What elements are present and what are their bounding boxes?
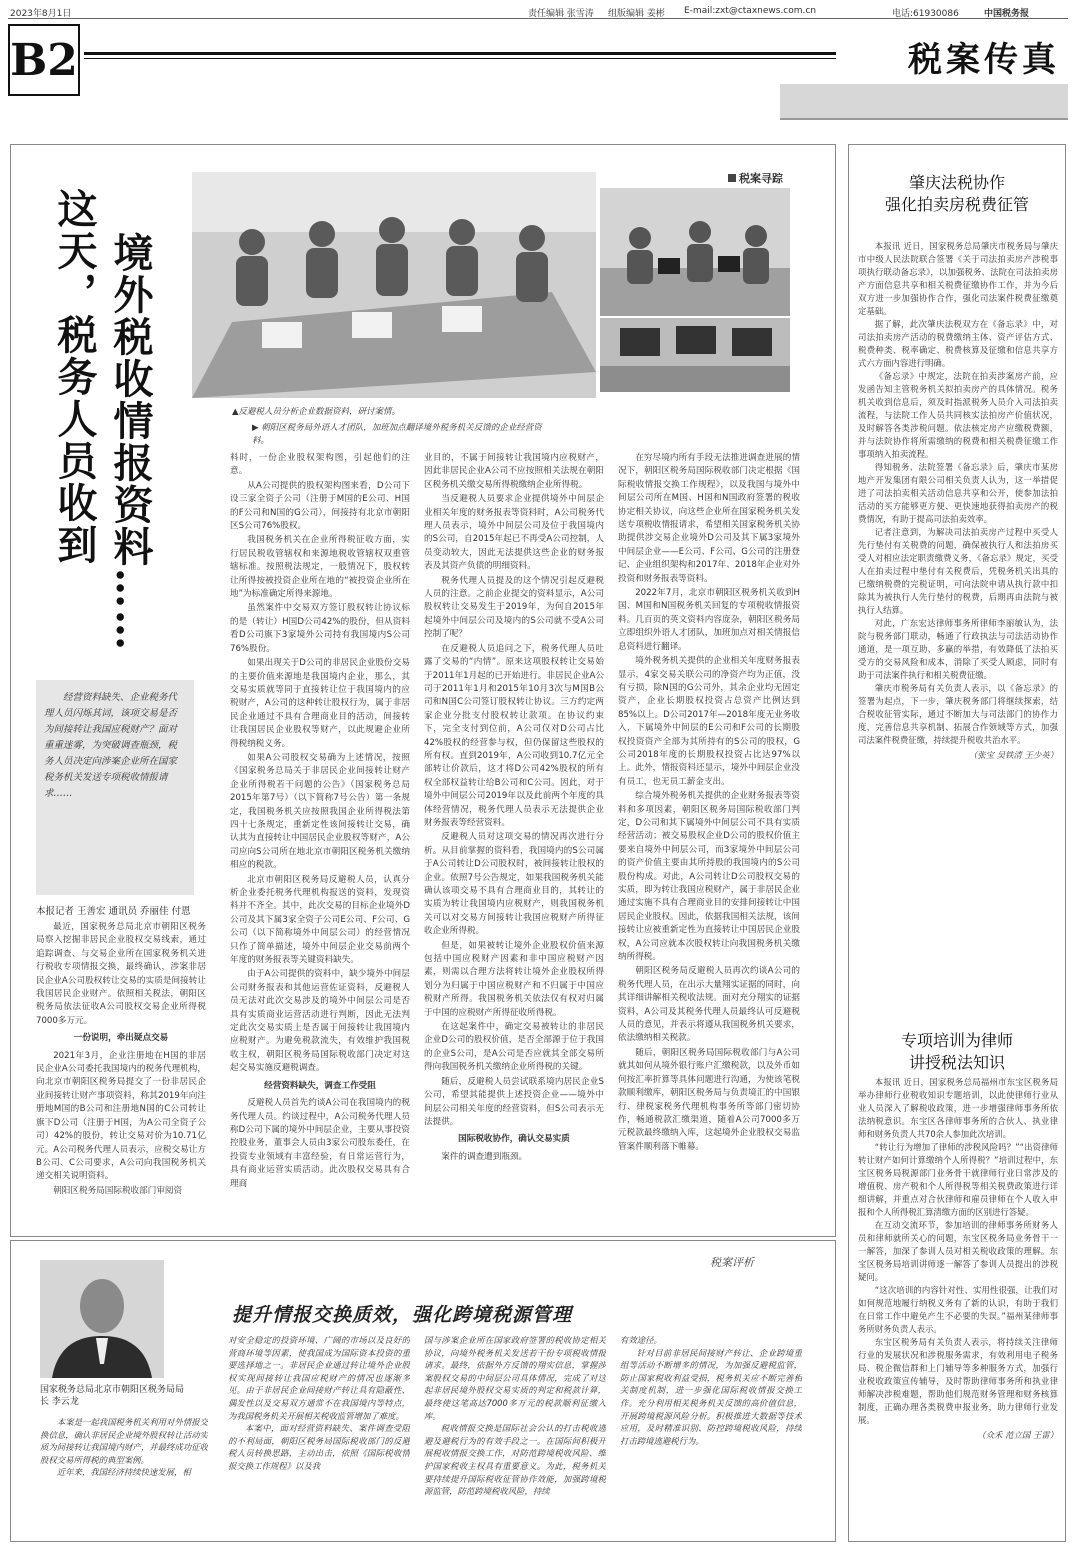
header-rule-thick (84, 52, 836, 55)
header-editor: 责任编辑 张雪涛 (528, 9, 594, 19)
paragraph: 对安全稳定的投资环境、广阔的市场以及良好的营商环境等因素，使我国成为国际资本投资的重要选择地之一。非居民企业通过转让境外企业股权实现间接转让我国应税财产的情况也逐渐多见。由于非居民企业间接财产转让具有隐蔽性、偶发性以及交易双方通常不在我国境内等特点，为我国税务机关开展相关税收监管增加了难度。 (228, 1335, 410, 1421)
paragraph: 由于A公司提供的资料中，缺少境外中间层公司财务报表和其他运营佐证资料，反避税人员无法对此次交易涉及的境外中间层公司是否具有实质商业运营活动进行判断，因此无法判定此次交易实质上是否属于间接转让我国境内应税财产。为避免税款流失，有效维护我国税收主权，朝阳区税务局国际税收部门决定对这起交易实施反避税调查。 (230, 969, 410, 1074)
header-rule (8, 18, 1068, 19)
paragraph: 本报讯 近日，国家税务总局肇庆市税务局与肇庆市中级人民法院联合签署《关于司法拍卖房产涉税事项执行联动备忘录》，以加强税务、法院在司法拍卖房产方面信息共享和相关税费征缴协作工作，并为今后双方进一步加强协作合作，强化司法案件税费征缴奠定基础。 (858, 241, 1058, 316)
paragraph: 记者注意到，为解决司法拍卖房产过程中买受人先行垫付有关税费的问题，确保被执行人和法拍房买受人对相应法定职责缴费义务，《备忘录》规定，买受人在拍卖过程中垫付有关税费后，凭税务机关出具的已缴纳税费的完税证明，可向法院申请从执行款中扣除其为被执行人先行垫付的税费，后期再由法院与被执行人结算。 (858, 527, 1058, 615)
byline: （众禾 范立国 王雷） (977, 1430, 1058, 1440)
header-paper: 中国税务报 (984, 9, 1030, 19)
article-column-1 (36, 921, 206, 1234)
paragraph: 反避税人员首先约谈A公司在我国境内的税务代理人员。约谈过程中，A公司税务代理人员称D公司下属的境外中间层企业，主要从事投资控股业务，董事会人员由3家公司股东委任，在投资专业领域有丰富经验，有日常运营行为，具有商业运营实质活动。此次股权交易具有合理商 (230, 1098, 410, 1189)
sidebar-article-2-title: 专项培训为律师 讲授税法知识 (900, 1031, 1013, 1072)
sidebar-article-2-body (858, 1076, 1058, 1536)
photo-translation-team (600, 188, 790, 316)
header-date: 2023年8月1日 (10, 9, 72, 19)
paragraph: 本案是一起我国税务机关利用对外情报交换信息，确认非居民企业境外股权转让活动实质为间接转让我国境内财产，并最终成功征收股权交易所得税的典型案例。 (40, 1417, 208, 1465)
sidebar-article-1-title: 肇庆法税协作 强化拍卖房税费征管 (884, 173, 1029, 214)
photo-caption-1: ▲反避税人员分析企业数据资料，研讨案情。 (232, 407, 401, 417)
paragraph: 在互动交流环节，参加培训的律师事务所财务人员和律师就所关心的问题，东宝区税务局业务骨干一一解答，加深了参训人员对相关税收政策的理解。东宝区税务局培训讲师逐一解答了参训人员提出的涉税疑问。 (858, 1220, 1058, 1282)
commentary-column-3 (424, 1334, 606, 1534)
paragraph: 我国税务机关在企业所得税征收方面，实行居民税收管辖权和来源地税收管辖权双重管辖标准。按照税法规定，一般情况下，股权转让所得按被投资企业所在地的“被投资企业所在地”为标准确定所得来源地。 (230, 535, 410, 600)
paragraph: 对此，广东宏达律师事务所律师李丽敏认为，法院与税务部门联动，畅通了行政执法与司法活动协作通道，是一项互助、多赢的举措，有效降低了法拍买受方的交易风险和成本，消除了买受人顾虑，同时有助于司法案件执行和相关税费征缴。 (858, 618, 1058, 680)
paragraph: 但是，如果被转让境外企业股权价值来源包括中国应税财产因素和非中国应税财产因素，则需以合理方法将转让境外企业股权所得划分为归属于中国应税财产和不归属于中国应税财产所得。我国税务机关依法仅有权对归属于中国的应税财产所得征收所得税。 (424, 940, 604, 1018)
commentary-tag: 税案评析 (710, 1256, 754, 1269)
author-portrait-graphic (40, 1260, 164, 1378)
commentary-column-1 (40, 1416, 208, 1534)
header-email: E-mail:zxt@ctaxnews.com.cn (684, 6, 817, 16)
paragraph: 朝阳区税务局反避税人员再次约谈A公司的税务代理人员，在出示大量翔实证据的同时，向其详细讲解相关税收法规。面对充分翔实的证据资料，A公司及其税务代理人员最终认可反避税人员的意见，并表示将遵从我国税务机关要求，依法缴纳相关税款。 (618, 966, 800, 1044)
tag-square-icon (728, 174, 736, 182)
paragraph: 税务代理人员提及的这个情况引起反避税人员的注意。之前企业提交的资料显示，A公司股权转让交易发生于2019年，为何自2015年起境外中间层公司及境内的S公司就不受A公司控制了呢？ (424, 575, 604, 640)
paragraph: “转让行为增加了律师的涉税风险吗？”“出资律师转让财产如何计算缴纳个人所得税？”培训过程中，东宝区税务局税源部门业务骨干就律师行业日常涉及的增值税、房产税和个人所得税等相关税费政策进行详细讲解，并重点对合伙律师和雇员律师在个人收入申报和个人所得税汇算清缴方面的区别进行答疑。 (858, 1142, 1058, 1217)
author-portrait (40, 1260, 164, 1378)
paragraph: 如果A公司股权交易确为上述情况，按照《国家税务总局关于非居民企业间接转让财产企业所得税若干问题的公告》（国家税务总局2015年第7号）（以下简称7号公告）第一条规定，我国税务机关应按照我国企业所得税法第四十七条规定，重新定性该间接转让交易，确认其为直接转让中国居民企业股权等财产，A公司应向S公司所在地北京市朝阳区税务机关缴纳相应的税款。 (230, 752, 410, 871)
header-phone: 电话:61930086 (892, 9, 959, 19)
paragraph: 在穷尽境内所有手段无法推进调查进展的情况下，朝阳区税务局国际税收部门决定根据《国际税收情报交换工作规程》，以及我国与境外中间层公司所在M国、H国和N国政府签署的税收协定相关协议，向这些企业所在国家税务机关发送专项税收情报请求，希望相关国家税务机关协助提供涉交易企业境外D公司及其下属3家境外中间层企业——E公司、F公司、G公司的注册登记、企业组织架构和2017年、2018年企业对外投资和财务报表等资料。 (618, 453, 800, 584)
paragraph: 《备忘录》中规定，法院在拍卖涉案房产前，应发函告知主管税务机关拟拍卖房产的具体情况。税务机关收到信息后，须及时指派税务人员介入司法拍卖流程，与法院工作人员共同核实法拍房产价值状况，及时解答各类涉税问题。依法核定房产应缴税费额，并与法院协作将所需缴纳的税费和相关税费征缴工作事项纳入拍卖流程。 (858, 371, 1058, 459)
paragraph: 随后，反避税人员尝试联系境内居民企业S公司，希望其能提供上述投资企业——境外中间层公司相关年度的经营资料，但S公司表示无法提供。 (424, 1076, 604, 1127)
subheading: 经营资料缺失，调查工作受阻 (264, 1080, 376, 1091)
paragraph: 从A公司提供的股权架构图来看，D公司下设三家全资子公司（注册于M国的E公司、H国的F公司和N国的G公司），间接持有北京市朝阳区S公司76%股权。 (230, 480, 410, 532)
paragraph: 虽然案件中交易双方签订股权转让协议标的是（转让）H国D公司42%的股份，但从资料看D公司旗下3家境外公司持有我国境内S公司76%股份。 (230, 603, 410, 654)
paragraph: 朝阳区税务局国际税收部门审阅资 (53, 1185, 183, 1196)
paragraph: 据了解，此次肇庆法税双方在《备忘录》中，对司法拍卖房产活动的税费缴纳主体、资产评估方式、税费种类、税率确定、税费核算及征缴和信息共享方式六方面内容进行明确。 (858, 319, 1058, 368)
section-banner (780, 84, 1068, 120)
paragraph: 近年来，我国经济持续快速发展，相 (56, 1467, 191, 1478)
headline-kicker: 这天，税务人员收到 (51, 188, 98, 566)
header-rule-thin (84, 58, 836, 59)
paragraph: 业目的，不属于间接转让我国境内应税财产，因此非居民企业A公司不应按照相关法规在朝阳区税务机关缴交易所得税缴纳企业所得税。 (424, 453, 604, 490)
headline-main: 境外税收情报资料…… (107, 232, 154, 652)
paragraph: 针对目前非居民间接财产转让、企业跨境重组等活动不断增多的情况，为加强反避税监管，防止国家税收利益受损，税务机关应不断完善相关制度机制，进一步强化国际税收情报交换工作。充分利用相关税务机关反馈的高价值信息，开展跨境税源风险分析。积极推进大数据等技术应用，及时精准识别、防控跨境税收风险，持续打击跨境逃避税行为。 (620, 1347, 802, 1446)
article-column-3 (424, 452, 604, 1234)
commentary-column-2 (228, 1334, 410, 1534)
paragraph: 本案中，面对经营资料缺失、案件调查受阻的不利局面，朝阳区税务局国际税收部门的反避税人员转换思路，主动出击，依照《国际税收情报交换工作规程》以及我 (228, 1423, 410, 1471)
article-tag: 税案寻踪 (728, 170, 783, 186)
sidebar-article-1-body (858, 240, 1058, 1020)
article-column-4 (618, 452, 800, 1234)
paragraph: 本报讯 近日，国家税务总局福州市东宝区税务局举办律师行业税收知识专题培训，以此使律师行业从业人员深入了解税收政策，进一步增强律师事务所依法纳税意识。东宝区各律师事务所的合伙人、执业律师和财务负责人共70余人参加此次培训。 (858, 1077, 1058, 1139)
article-column-2 (230, 452, 410, 1234)
page-number: B2 (8, 24, 80, 96)
photo-translation-team-graphic (600, 188, 790, 316)
byline: 本报记者 王善宏 通讯员 乔丽佳 付恩 (36, 906, 191, 917)
paragraph: 案件的调查遭到瓶颈。 (441, 1151, 528, 1162)
photo-monitors (600, 318, 790, 392)
paragraph: 境外税务机关提供的企业相关年度财务报表显示，4家交易关联公司的净资产均为正值，没有亏损，除N国的G公司外，其余企业均无固定资产，企业长期股权投资占总资产比例达到85%以上。D公司2017年—2018年度无业务收入，下属境外中间层的E公司和F公司的长期股权投资资产全部为其所持有的S公司的股权，G公司2018年度的长期股权投资占比达97%以上。此外，情报资料还显示，境外中间层企业没有员工，也无员工薪金支出。 (618, 656, 800, 787)
paragraph: 最近，国家税务总局北京市朝阳区税务局察入挖掘非居民企业股权交易线索，通过追踪调查、与交易企业所在国家税务机关进行税收专项情报交换，最终确认，涉案非居民企业A公司股权转让交易的实质是间接转让我国居民企业财产。依照相关税法，朝阳区税务局依法征收A公司股权交易企业所得税7000多万元。 (36, 922, 206, 1026)
section-title: 税案传真 (908, 40, 1060, 80)
paragraph: 东宝区税务局有关负责人表示，将持续关注律师行业的发展状况和涉税服务需求，有效利用电子税务局、税企微信群和上门辅导等多种服务方式，加强行业税收政策宣传辅导，及时帮助律师事务所和执业律师解决涉税难题，帮助他们规范财务管理和财务核算制度，正确办理各类税费申报业务，助力律师行业发展。 (858, 1337, 1058, 1425)
photo-monitors-graphic (600, 318, 790, 392)
paragraph: 综合境外税务机关提供的企业财务报表等资料和多项因素，朝阳区税务局国际税收部门判定，D公司和其下属境外中间层公司不具有实质经营活动；被交易股权企业D公司的股权价值主要来自境外中间层公司，而3家境外中间层公司的资产价值主要由其所持股的我国境内的S公司股份构成。对此，A公司转让D公司股权交易的实质，即为转让我国应税财产，属于非居民企业通过实施不具有合理商业目的安排间接转让中国居民企业股权。因此，依据我国相关法规，该间接转让应被重新定性为直接转让中国居民企业股权，A公司应就本次股权转让向我国税务机关缴纳所得税。 (618, 791, 800, 963)
paragraph: 随后，朝阳区税务局国际税收部门与A公司就其如何从境外银行账户汇缴税款，以及外币如何按汇率折算等具体问题进行沟通，为使该笔税款顺利缴库，朝阳区税务局与负责境汇的中国银行、律税家税务代理机构事务所等部门密切协作，畅通税款汇缴渠道，随着A公司7000多万元税款最终缴纳入库，这起境外企业股权交易监管案件顺利落下帷幕。 (618, 1047, 800, 1152)
paragraph: “这次培训的内容针对性、实用性很强，让我们对如何规范地履行纳税义务有了新的认识，有助于我们在日常工作中避免产生不必要的失误。”福州某律师事务所财务负责人表示。 (858, 1285, 1058, 1334)
paragraph: 得知税务、法院签署《备忘录》后，肇庆市某房地产开发集团有限公司相关负责人认为，这一举措促进了司法拍卖相关活动信息共享和公开，使参加法拍活动的买方能够更方便、更快速地获得拍卖房产的税费情况，有助于提高司法拍卖效率。 (858, 462, 1058, 524)
commentary-column-4 (620, 1334, 802, 1534)
paragraph: 北京市朝阳区税务局反避税人员，认真分析企业委托税务代理机构报送的资料，发现资料并不齐全。其中，此次交易的目标企业境外D公司及其下属3家全资子公司E公司、F公司、G公司（以下简称境外中间层公司）的经营情况只作了简单描述，境外中间层企业交易前两个年度的财务报表等关键资料缺失。 (230, 874, 410, 966)
paragraph: 有效途径。 (620, 1335, 662, 1345)
author-caption: 国家税务总局北京市朝阳区税务局局长 李云龙 (40, 1385, 185, 1407)
paragraph: 当反避税人员要求企业提供境外中间层企业相关年度的财务报表等资料时，A公司税务代理人员表示，境外中间层公司及位于我国境内的S公司，自2015年起已不再受A公司控制，人员变动较大，因此无法提供这些企业的财务报表及其资产负债的明细资料。 (424, 494, 604, 572)
subheading: 一份说明，牵出疑点交易 (73, 1033, 169, 1044)
paragraph: 2021年3月，企业注册地在H国的非居民企业A公司委托我国境内的税务代理机构，向北京市朝阳区税务局提交了一份非居民企业间接转让财产事项资料，称其2019年向注册地M国的B公司和注册地N国的C公司转让旗下D公司（注册于H国，为A公司全资子公司）42%的股份，转让交易对价为10.71亿元。A公司税务代理人员表示，应税交易让方B公司、C公司要求，A公司向我国税务机关递交相关说明资料。 (36, 1050, 206, 1182)
subheading: 国际税收协作，确认交易实质 (458, 1134, 570, 1145)
photo-team-meeting (192, 172, 596, 398)
header-layout: 组版编辑 姜彬 (608, 9, 665, 19)
paragraph: 国与涉案企业所在国家政府签署的税收协定相关协议，向境外税务机关发送若干份专项税收情报请求。最终，依据外方反馈的翔实信息，掌握涉案股权交易的中间层公司具体情况，完成了对这起非居民境外股权交易实质的判定和税款计算，最终使这笔高达7000多万元的税款顺利征缴入库。 (424, 1335, 606, 1421)
photo-caption-2: ▶ 朝阳区税务局外语人才团队，加班加点翻译境外税务机关反馈的企业经营资料。 (252, 423, 542, 446)
byline: （张宝 吴铁清 王少英） (968, 750, 1058, 760)
commentary-title: 提升情报交换质效，强化跨境税源管理 (232, 1304, 573, 1326)
paragraph: 肇庆市税务局有关负责人表示，以《备忘录》的签署为起点，下一步，肇庆税务部门将继续探索，结合税收征管实际，通过不断加大与司法部门的协作力度，完善信息共享机制、拓展合作领域等方式，加强司法案件税费征缴，持续提升税收共治水平。 (858, 683, 1058, 745)
paragraph: 如果出现关于D公司的非居民企业股份交易的主要价值来源地是我国境内企业，那么，其交易实质就等同于直接转让位于我国境内的应税财产，A公司的这种转让股权行为，属于非居民企业通过不具有合理商业目的活动，间接转让我国居民企业股权等财产，以此规避企业所得税纳税义务。 (230, 658, 410, 749)
paragraph: 料时，一份企业股权架构图，引起他们的注意。 (230, 453, 410, 477)
paragraph: 2022年7月，北京市朝阳区税务机关收到H国、M国和N国税务机关回复的专项税收情报资料。几百页的英文资料内容庞杂，朝阳区税务局立即组织外语人才团队，加班加点对相关情报信息资料进行翻译。 (618, 588, 800, 652)
paragraph: 在反避税人员追问之下，税务代理人员吐露了交易的“内情”。原来这项股权转让交易始于2011年1月起的已开始进行。非居民企业A公司于2011年1月和2015年10月3次与M国B公司和N国C公司签订股权转让协议。三方约定两家企业分批支付股权转让款项。在协议约束下，完全支付到位前，A公司仅对D公司占比42%股权的经营参与权，但仍保留这些股权的所有权。直到2019年，A公司收到10.7亿元全部转让价款后，这才将D公司42%股权的所有权全部权益转让给B公司和C公司。因此，对于境外中间层公司2019年以及此前两个年度的具体经营情况，税务代理人员表示无法提供企业财务报表等经营资料。 (424, 643, 604, 828)
paragraph: 税收情报交换是国际社会公认的打击税收逃避及避税行为的有效手段之一。在国际间积极开展税收情报交换工作，对防范跨境税收风险、维护国家税收主权具有重要意义。为此，税务机关要持续提升国际税收征管协作效能，加强跨境税源监管，防范跨境税收风险，持续 (424, 1423, 606, 1497)
paragraph: 在这起案件中，确定交易被转让的非居民企业D公司的股权价值，是否全部源于位于我国的企业S公司，是A公司是否应就其全部交易所得向我国税务机关缴纳企业所得税的关键。 (424, 1022, 604, 1073)
pull-quote: 经营资料缺失、企业税务代理人员闪烁其词，该项交易是否为间接转让我国应税财产？面对重重迷雾，为突破调查瓶颈，税务人员决定向涉案企业所在国家税务机关发送专项税收情报请求…… (36, 680, 194, 895)
paragraph: 反避税人员对这项交易的情况再次进行分析。从目前掌握的资料看，我国境内的S公司属于A公司转让D公司股权时，被间接转让股权的企业。依照7号公告规定，如果我国税务机关能确认该项交易不具有合理商业目的，其转让的实质为转让我国境内应税财产，则我国税务机关可以对交易方间接转让我国应税财产所得征收企业所得税。 (424, 832, 604, 937)
photo-team-meeting-graphic (192, 172, 596, 398)
